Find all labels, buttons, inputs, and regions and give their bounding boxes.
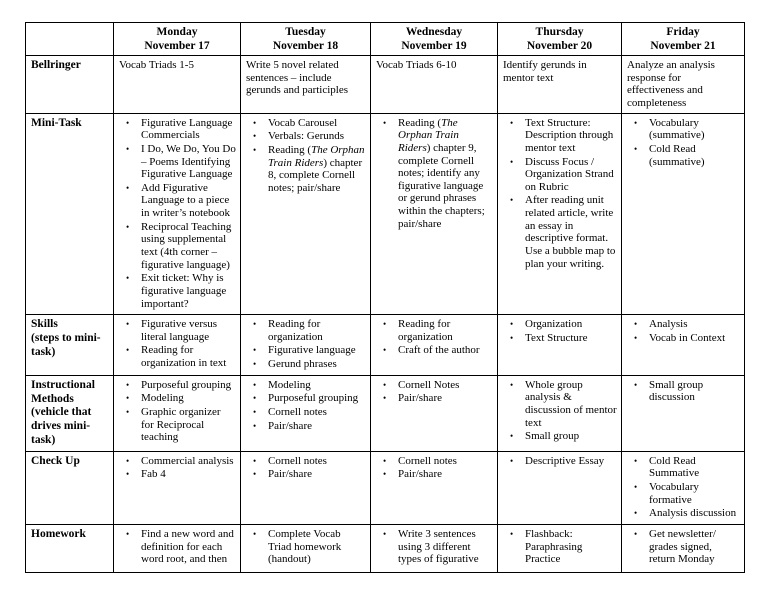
row-skills [26,315,745,376]
bullet-text: Purposeful grouping [141,378,232,391]
bullet-item [627,455,740,480]
bullet-icon: • [383,345,387,356]
bullet-text: Small group discussion [649,378,704,404]
cell-homework-monday [114,524,241,572]
bullet-icon: • [253,528,257,539]
bullet-text: Vocab Carousel [268,116,338,129]
bullet-item [246,144,366,195]
bullet-item [503,117,617,155]
bullet-icon: • [126,393,130,404]
bullet-item [627,117,740,142]
bullet-text: Commercial analysis [141,454,234,467]
bullet-icon: • [634,332,638,343]
bullet-item [119,379,236,392]
header-row [26,23,745,56]
cell-mini-task-thursday [498,113,622,315]
bullet-icon: • [383,469,387,480]
bullet-item [376,468,493,481]
bullet-item [376,455,493,468]
bullet-icon: • [634,117,638,128]
bullet-item [246,406,366,419]
column-header-friday [622,23,745,56]
cell-text: Identify gerunds in mentor text [503,59,587,84]
cell-homework-thursday [498,524,622,572]
bullet-icon: • [383,117,387,128]
bullet-icon: • [634,508,638,519]
cell-skills-tuesday [241,315,371,376]
row-label-check-up [26,451,114,524]
bullet-item [119,468,236,481]
bullet-text: Vocabulary (summative) [649,116,705,142]
corner-cell [26,23,114,56]
bullet-text: Pair/share [398,392,442,405]
row-label-homework [26,524,114,572]
column-header-thursday [498,23,622,56]
bullet-item [119,406,236,444]
bullet-text: Get newsletter/ grades signed, return Monday [649,527,716,566]
bullet-icon: • [634,482,638,493]
bullet-item [503,318,617,331]
bullet-item [503,455,617,468]
bullet-icon: • [253,393,257,404]
bullet-text: Find a new word and definition for each word root, and then [141,527,234,566]
bullet-text: Vocabulary formative [649,481,699,506]
cell-check-up-monday [114,451,241,524]
bullet-item [119,318,236,343]
bullet-text: Modeling [141,392,184,405]
bullet-item [376,318,493,343]
bullet-icon: • [126,319,130,330]
bullet-icon: • [126,469,130,480]
bullet-item [119,528,236,566]
bullet-text: Whole group analysis & discussion of mentor text [525,378,617,429]
bullet-icon: • [253,345,257,356]
row-homework [26,524,745,572]
day-name: Wednesday [405,26,463,38]
bullet-text: After reading unit related article, write an essay in descriptive format. Use a bubble map to plan your writing. [525,194,616,270]
row-label-instructional-methods [26,375,114,451]
bullet-icon: • [126,345,130,356]
column-header-wednesday [371,23,498,56]
bullet-icon: • [634,455,638,466]
bullet-icon: • [383,319,387,330]
cell-text: Write 5 novel related sentences – include gerunds and participles [246,59,349,97]
bullet-item [246,130,366,143]
cell-text: Vocab Triads 1-5 [119,59,194,72]
cell-check-up-tuesday [241,451,371,524]
bullet-icon: • [510,379,514,390]
cell-mini-task-friday [622,113,745,315]
bullet-icon: • [510,117,514,128]
bullet-item [627,379,740,404]
bullet-text: Add Figurative Language to a piece in writer’s notebook [141,181,231,220]
cell-bellringer-tuesday [241,56,371,114]
cell-check-up-friday [622,451,745,524]
bullet-icon: • [126,182,130,193]
bullet-text: Small group [525,430,580,443]
bullet-text: Craft of the author [398,344,480,357]
bullet-item [246,420,366,433]
cell-skills-monday [114,315,241,376]
bullet-item [503,332,617,345]
cell-check-up-thursday [498,451,622,524]
bullet-icon: • [634,319,638,330]
bullet-text: Purposeful grouping [268,392,359,405]
row-label-mini-task [26,113,114,315]
bullet-item [119,221,236,272]
bullet-item [376,379,493,392]
bullet-text: Flashback: Paraphrasing Practice [525,527,583,566]
bullet-item [119,344,236,369]
cell-instructional-methods-friday [622,375,745,451]
day-name: Thursday [535,26,584,38]
day-date: November 21 [650,40,716,53]
bullet-item [246,528,366,566]
row-check-up [26,451,745,524]
bullet-item [376,117,493,231]
bullet-text: Gerund phrases [268,358,337,371]
bullet-text: Graphic organizer for Reciprocal teaching [141,406,221,444]
bullet-text: Descriptive Essay [525,454,605,467]
bullet-item [627,332,740,345]
bullet-icon: • [510,528,514,539]
bullet-text: Reading for organization in text [141,344,227,370]
bullet-text: Pair/share [268,419,312,432]
bullet-text: Fab 4 [141,468,166,481]
row-label-bellringer [26,56,114,114]
day-date: November 18 [272,40,339,53]
bullet-item [246,379,366,392]
day-date: November 17 [144,40,210,53]
row-sublabel-text: (vehicle that drives mini-task) [31,406,92,446]
bullet-item [246,468,366,481]
cell-homework-tuesday [241,524,371,572]
cell-mini-task-monday [114,113,241,315]
bullet-item [627,481,740,506]
bullet-icon: • [510,319,514,330]
bullet-text: Text Structure [525,331,588,344]
bullet-text: Pair/share [268,468,312,481]
bullet-item [246,344,366,357]
cell-mini-task-tuesday [241,113,371,315]
cell-homework-wednesday [371,524,498,572]
bullet-icon: • [126,117,130,128]
cell-instructional-methods-wednesday [371,375,498,451]
bullet-icon: • [253,319,257,330]
bullet-icon: • [510,332,514,343]
cell-skills-wednesday [371,315,498,376]
cell-bellringer-thursday [498,56,622,114]
cell-text: Analyze an analysis response for effectiveness and completeness [627,59,715,109]
cell-mini-task-wednesday [371,113,498,315]
bullet-text: Cornell notes [398,454,457,467]
row-sublabel-text: (steps to mini-task) [31,332,101,358]
bullet-text: Vocab in Context [649,331,726,344]
day-name: Monday [156,26,198,38]
bullet-text: Analysis [649,318,688,331]
bullet-icon: • [126,273,130,284]
row-label-text: Skills [31,318,58,331]
bullet-text: Pair/share [398,468,442,481]
bullet-text: Reading (The Orphan Train Riders) chapter 8, complete Cornell notes; pair/share [268,143,365,194]
day-name: Tuesday [285,26,326,38]
bullet-item [627,528,740,566]
bullet-item [627,507,740,520]
bullet-text: Cornell notes [268,454,327,467]
bullet-item [119,392,236,405]
cell-bellringer-monday [114,56,241,114]
table-body [26,56,745,573]
bullet-item [119,455,236,468]
row-label-text: Instructional Methods [31,378,95,405]
cell-instructional-methods-thursday [498,375,622,451]
day-name: Friday [666,26,700,38]
cell-bellringer-wednesday [371,56,498,114]
bullet-icon: • [253,117,257,128]
bullet-item [246,392,366,405]
day-date: November 19 [401,40,467,53]
bullet-icon: • [634,528,638,539]
bullet-text: Figurative language [268,344,356,357]
row-label-skills [26,315,114,376]
bullet-text: Analysis discussion [649,507,737,520]
bullet-text: Cold Read Summative [649,454,700,480]
day-date: November 20 [526,40,593,53]
bullet-icon: • [253,131,257,142]
bullet-item [503,379,617,430]
bullet-icon: • [253,420,257,431]
row-mini-task [26,113,745,315]
bullet-text: Exit ticket: Why is figurative language important? [141,272,227,310]
bullet-text: Text Structure: Description through mentor text [525,116,614,154]
bullet-icon: • [510,156,514,167]
bullet-text: Cornell notes [268,406,327,419]
bullet-icon: • [253,144,257,155]
bullet-item [246,455,366,468]
bullet-icon: • [126,379,130,390]
bullet-text: Discuss Focus / Organization Strand on Rubric [525,155,614,193]
bullet-text: Reciprocal Teaching using supplemental text (4th corner – figurative language) [141,220,232,271]
cell-skills-thursday [498,315,622,376]
bullet-text: I Do, We Do, You Do – Poems Identifying Figurative Language [141,142,236,181]
bullet-icon: • [126,407,130,418]
table-header [26,23,745,56]
bullet-icon: • [253,469,257,480]
bullet-icon: • [253,379,257,390]
bullet-item [119,117,236,142]
bullet-icon: • [510,455,514,466]
bullet-icon: • [126,143,130,154]
column-header-monday [114,23,241,56]
bullet-item [376,392,493,405]
bullet-item [627,143,740,168]
cell-instructional-methods-tuesday [241,375,371,451]
bullet-item [503,528,617,566]
row-bellringer [26,56,745,114]
bullet-item [119,143,236,181]
bullet-icon: • [634,143,638,154]
bullet-icon: • [383,455,387,466]
row-label-text: Check Up [31,454,80,467]
bullet-icon: • [126,455,130,466]
bullet-icon: • [126,528,130,539]
bullet-text: Figurative Language Commercials [141,116,233,142]
bullet-text: Cold Read (summative) [649,142,705,168]
bullet-item [376,528,493,566]
bullet-icon: • [253,359,257,370]
bullet-text: Figurative versus literal language [141,318,218,343]
bullet-icon: • [383,528,387,539]
column-header-tuesday [241,23,371,56]
bullet-text: Organization [525,318,583,331]
bullet-icon: • [253,407,257,418]
row-label-text: Mini-Task [31,116,82,129]
cell-skills-friday [622,315,745,376]
bullet-text: Modeling [268,378,311,391]
bullet-text: Reading for organization [398,318,453,343]
weekly-lesson-plan-table [25,22,745,573]
row-label-text: Homework [31,527,86,540]
bullet-item [246,117,366,130]
bullet-icon: • [634,379,638,390]
bullet-text: Reading for organization [268,318,323,343]
row-instructional-methods [26,375,745,451]
bullet-icon: • [383,393,387,404]
row-label-text: Bellringer [31,59,81,72]
lesson-plan-document [25,22,745,573]
bullet-text: Verbals: Gerunds [268,130,345,143]
bullet-text: Complete Vocab Triad homework (handout) [268,527,342,566]
bullet-item [246,318,366,343]
cell-check-up-wednesday [371,451,498,524]
bullet-text: Reading (The Orphan Train Riders) chapter 9, complete Cornell notes; identify any figurative language or gerund phrases within the chapters; pair/share [398,116,485,230]
bullet-item [627,318,740,331]
bullet-item [119,272,236,310]
bullet-item [119,182,236,220]
bullet-item [246,358,366,371]
cell-bellringer-friday [622,56,745,114]
bullet-text: Write 3 sentences using 3 different types of figurative [398,527,479,566]
bullet-icon: • [510,195,514,206]
bullet-icon: • [253,455,257,466]
cell-homework-friday [622,524,745,572]
bullet-icon: • [126,221,130,232]
bullet-item [503,430,617,443]
cell-text: Vocab Triads 6-10 [376,59,457,72]
bullet-icon: • [510,431,514,442]
bullet-text: Cornell Notes [398,378,460,391]
bullet-item [376,344,493,357]
bullet-item [503,156,617,194]
bullet-icon: • [383,379,387,390]
cell-instructional-methods-monday [114,375,241,451]
bullet-item [503,194,617,270]
